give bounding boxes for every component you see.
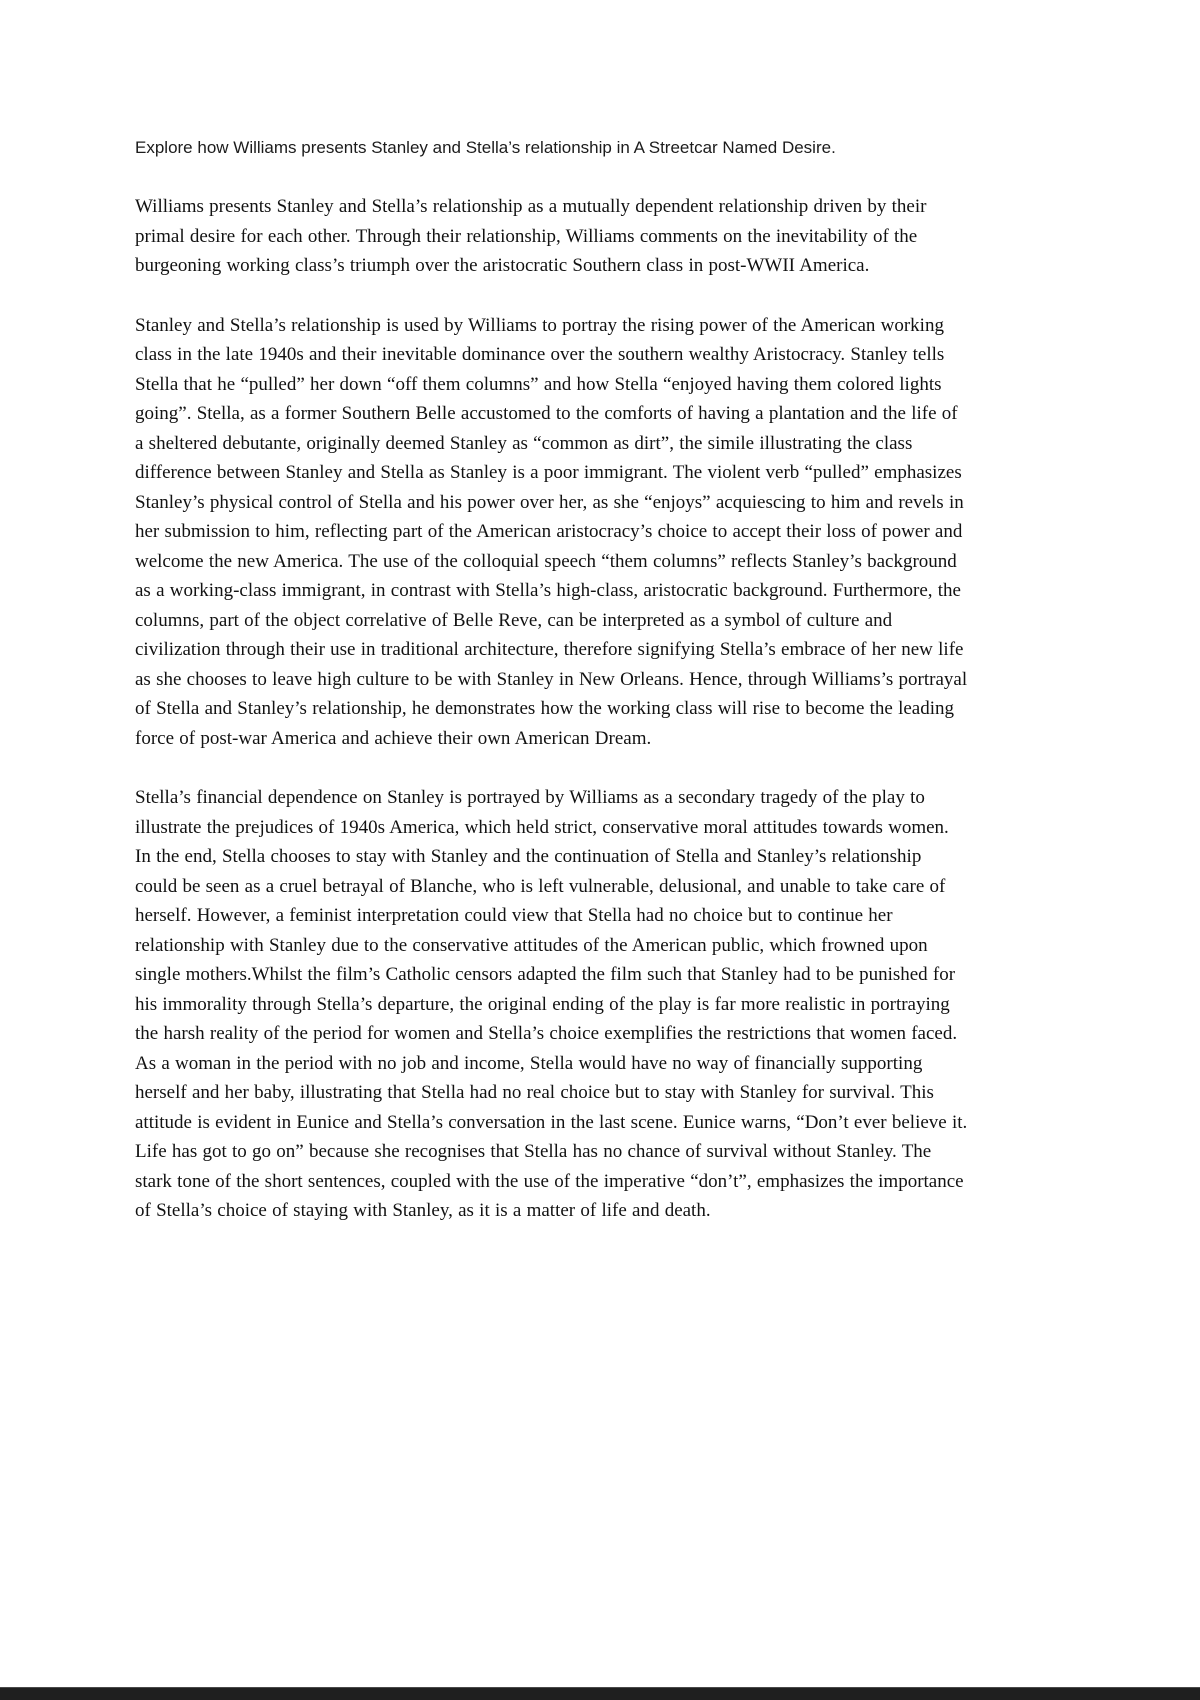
- page-boundary-separator: [0, 1687, 1200, 1700]
- essay-paragraph-1: Williams presents Stanley and Stella’s relationship as a mutually dependent relationship driven by their primal desire for each other. Through their relationship, Williams comments on the inevitability of the burgeoning working class’s triumph over the aristocratic Southern class in post-WWII America.: [135, 196, 927, 276]
- document-body: [135, 135, 968, 1256]
- essay-title: Explore how Williams presents Stanley and Stella’s relationship in A Streetcar Named Desire.: [135, 138, 836, 157]
- essay-paragraph-3: Stella’s financial dependence on Stanley is portrayed by Williams as a secondary tragedy of the play to illustrate the prejudices of 1940s America, which held strict, conservative moral attitudes towards women. In the end, Stella chooses to stay with Stanley and the continuation of Stella and Stanley’s relationship could be seen as a cruel betrayal of Blanche, who is left vulnerable, delusional, and unable to take care of herself. However, a feminist interpretation could view that Stella had no choice but to continue her relationship with Stanley due to the conservative attitudes of the American public, which frowned upon single mothers.Whilst the film’s Catholic censors adapted the film such that Stanley had to be punished for his immorality through Stella’s departure, the original ending of the play is far more realistic in portraying the harsh reality of the period for women and Stella’s choice exemplifies the restrictions that women faced. As a woman in the period with no job and income, Stella would have no way of financially supporting herself and her baby, illustrating that Stella had no real choice but to stay with Stanley for survival. This attitude is evident in Eunice and Stella’s conversation in the last scene. Eunice warns, “Don’t ever believe it. Life has got to go on” because she recognises that Stella has no chance of survival without Stanley. The stark tone of the short sentences, coupled with the use of the imperative “don’t”, emphasizes the importance of Stella’s choice of staying with Stanley, as it is a matter of life and death.: [135, 787, 968, 1221]
- essay-paragraph-2: Stanley and Stella’s relationship is used by Williams to portray the rising power of the American working class in the late 1940s and their inevitable dominance over the southern wealthy Aristocracy. Stanley tells Stella that he “pulled” her down “off them columns” and how Stella “enjoyed having them colored lights going”. Stella, as a former Southern Belle accustomed to the comforts of having a plantation and the life of a sheltered debutante, originally deemed Stanley as “common as dirt”, the simile illustrating the class difference between Stanley and Stella as Stanley is a poor immigrant. The violent verb “pulled” emphasizes Stanley’s physical control of Stella and his power over her, as she “enjoys” acquiescing to him and revels in her submission to him, reflecting part of the American aristocracy’s choice to accept their loss of power and welcome the new America. The use of the colloquial speech “them columns” reflects Stanley’s background as a working-class immigrant, in contrast with Stella’s high-class, aristocratic background. Furthermore, the columns, part of the object correlative of Belle Reve, can be interpreted as a symbol of culture and civilization through their use in traditional architecture, therefore signifying Stella’s embrace of her new life as she chooses to leave high culture to be with Stanley in New Orleans. Hence, through Williams’s portrayal of Stella and Stanley’s relationship, he demonstrates how the working class will rise to become the leading force of post-war America and achieve their own American Dream.: [135, 314, 968, 749]
